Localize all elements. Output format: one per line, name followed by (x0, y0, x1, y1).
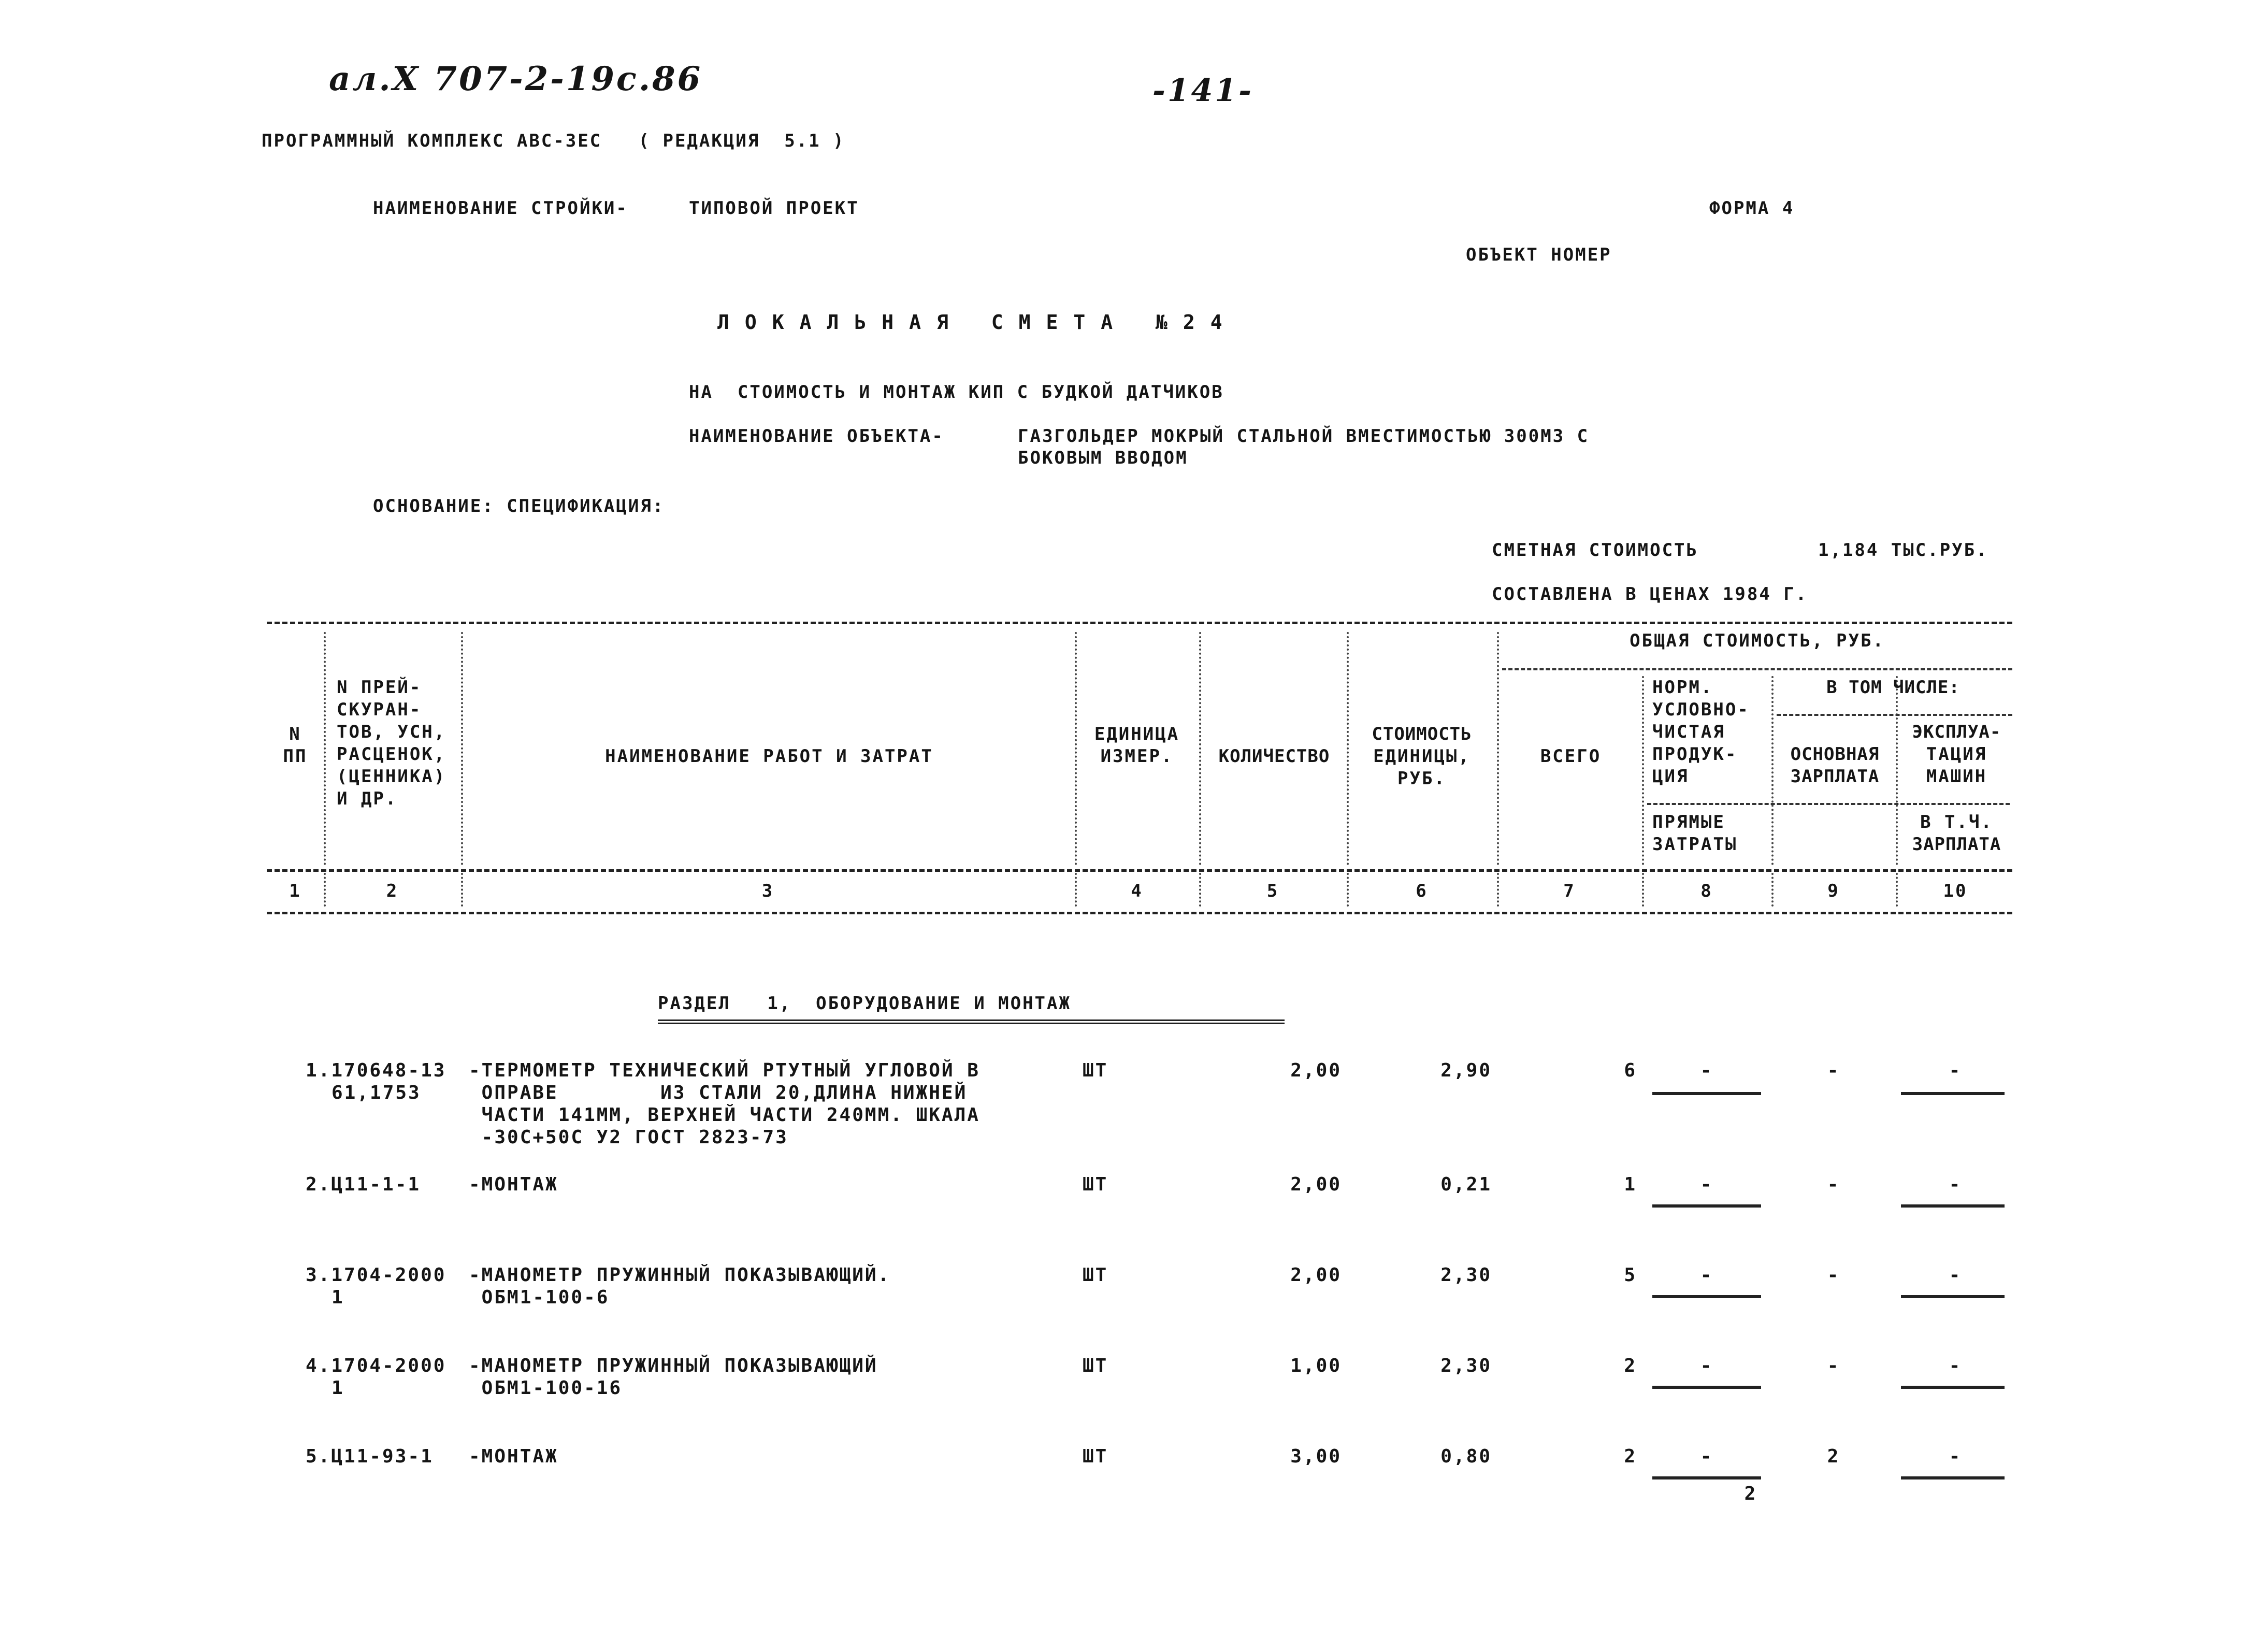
th-norm-line3: ЧИСТАЯ (1652, 722, 1725, 742)
row-norm-bar (1652, 1476, 1761, 1479)
row-name-line2: ОПРАВЕ ИЗ СТАЛИ 20,ДЛИНА НИЖНЕЙ (469, 1082, 968, 1103)
row-machines-value: - (1949, 1355, 1962, 1376)
row-norm-subvalue: 2 (1744, 1483, 1757, 1504)
th-n-line1: N (289, 724, 301, 744)
th-norm-line4: ПРОДУК- (1652, 744, 1738, 765)
estimated-cost-label: СМЕТНАЯ СТОИМОСТЬ (1492, 540, 1698, 561)
th-salary-line1: ОСНОВНАЯ (1790, 744, 1880, 765)
row-name-line4: -30С+50С У2 ГОСТ 2823-73 (469, 1127, 788, 1148)
row-machines-value: - (1949, 1174, 1962, 1195)
row-unit: ШТ (1083, 1265, 1108, 1286)
col-number-6: 6 (1416, 881, 1428, 901)
col-divider-7 (1642, 676, 1644, 865)
th-n-line2: ПП (283, 746, 308, 767)
row-norm-bar (1652, 1386, 1761, 1389)
estimate-subject: НА СТОИМОСТЬ И МОНТАЖ КИП С БУДКОЙ ДАТЧИКОВ (689, 382, 1224, 403)
subheader-rule (1647, 803, 2010, 805)
row-norm-bar (1652, 1295, 1761, 1298)
col-divider-9 (1896, 676, 1898, 865)
handwritten-album-stamp: ал.Ⅹ 707-2-19с.86 (329, 60, 703, 98)
th-direct-line2: ЗАТРАТЫ (1652, 834, 1738, 855)
num-divider-8 (1771, 873, 1774, 907)
row-machines-bar (1901, 1092, 2005, 1095)
th-incl-salary-line1: В Т.Ч. (1920, 812, 1993, 832)
object-value-line2: БОКОВЫМ ВВОДОМ (1018, 448, 1188, 468)
row-norm-value: - (1700, 1446, 1713, 1467)
row-total: 5 (1624, 1265, 1637, 1286)
row-total: 6 (1624, 1060, 1637, 1081)
th-unit-cost-line1: СТОИМОСТЬ (1372, 724, 1472, 744)
row-machines-value: - (1949, 1265, 1962, 1286)
th-unit-line2: ИЗМЕР. (1100, 746, 1174, 767)
row-unit-price: 0,21 (1440, 1174, 1492, 1195)
column-number-rule (267, 912, 2012, 914)
num-divider-2 (461, 873, 463, 907)
row-norm-value: - (1700, 1355, 1713, 1376)
col-number-9: 9 (1827, 881, 1840, 901)
col-number-7: 7 (1563, 881, 1576, 901)
section-underline (658, 1019, 1285, 1024)
col-number-4: 4 (1131, 881, 1143, 901)
th-salary-line2: ЗАРПЛАТА (1790, 766, 1880, 787)
document-title: ЛОКАЛЬНАЯ СМЕТА №24 (717, 311, 1238, 334)
num-divider-5 (1347, 873, 1349, 907)
col-divider-1 (324, 632, 326, 865)
num-divider-4 (1199, 873, 1201, 907)
col-divider-3 (1075, 632, 1077, 865)
row-total: 2 (1624, 1355, 1637, 1376)
row-code: 4.1704-2000 (306, 1355, 446, 1376)
row-total: 2 (1624, 1446, 1637, 1467)
th-unit-line1: ЕДИНИЦА (1094, 724, 1180, 744)
num-divider-6 (1497, 873, 1499, 907)
num-divider-1 (324, 873, 326, 907)
header-bottom-rule (267, 869, 2012, 872)
col-number-3: 3 (761, 881, 774, 901)
th-direct-line1: ПРЯМЫЕ (1652, 812, 1725, 832)
row-salary-value: 2 (1827, 1446, 1840, 1467)
row-quantity: 2,00 (1290, 1265, 1342, 1286)
col-divider-4 (1199, 632, 1201, 865)
program-line: ПРОГРАММНЫЙ КОМПЛЕКС АВС-3ЕС ( РЕДАКЦИЯ 5.1 ) (262, 131, 845, 151)
col-number-1: 1 (289, 881, 301, 901)
col-number-8: 8 (1700, 881, 1713, 901)
num-divider-7 (1642, 873, 1644, 907)
num-divider-9 (1896, 873, 1898, 907)
row-machines-bar (1901, 1476, 2005, 1479)
th-code-line3: ТОВ, УСН, (337, 722, 446, 742)
table-top-rule (267, 622, 2012, 624)
construction-label: НАИМЕНОВАНИЕ СТРОЙКИ- (373, 198, 628, 219)
row-unit: ШТ (1083, 1446, 1108, 1467)
th-work-name: НАИМЕНОВАНИЕ РАБОТ И ЗАТРАТ (605, 746, 933, 767)
row-norm-value: - (1700, 1174, 1713, 1195)
row-unit: ШТ (1083, 1174, 1108, 1195)
row-salary-value: - (1827, 1060, 1840, 1081)
th-code-line4: РАСЦЕНОК, (337, 744, 446, 765)
object-label: НАИМЕНОВАНИЕ ОБЪЕКТА- (689, 426, 944, 447)
row-code-sub: 61,1753 (331, 1082, 421, 1103)
th-machines-line1: ЭКСПЛУА- (1912, 722, 2001, 742)
row-norm-value: - (1700, 1265, 1713, 1286)
row-name-line1: -ТЕРМОМЕТР ТЕХНИЧЕСКИЙ РТУТНЫЙ УГЛОВОЙ В (469, 1060, 980, 1081)
col-divider-6 (1497, 632, 1499, 865)
row-machines-value: - (1949, 1060, 1962, 1081)
th-unit-cost-line2: ЕДИНИЦЫ, (1373, 746, 1471, 767)
row-quantity: 3,00 (1290, 1446, 1342, 1467)
form-label: ФОРМА 4 (1709, 198, 1795, 219)
th-code-line6: И ДР. (337, 788, 398, 809)
row-norm-value: - (1700, 1060, 1713, 1081)
row-norm-bar (1652, 1204, 1761, 1208)
th-including: В ТОМ ЧИСЛЕ: (1826, 677, 1960, 698)
th-quantity: КОЛИЧЕСТВО (1218, 746, 1330, 767)
th-norm-line1: НОРМ. (1652, 677, 1713, 698)
row-unit: ШТ (1083, 1060, 1108, 1081)
row-unit-price: 2,90 (1440, 1060, 1492, 1081)
object-number: ОБЪЕКТ НОМЕР (1466, 245, 1612, 265)
row-name-line3: ЧАСТИ 141ММ, ВЕРХНЕЙ ЧАСТИ 240ММ. ШКАЛА (469, 1104, 980, 1126)
col-number-10: 10 (1943, 881, 1968, 901)
row-code: 5.Ц11-93-1 (306, 1446, 434, 1467)
row-name-line2: ОБМ1-100-6 (469, 1287, 610, 1308)
th-machines-line2: ТАЦИЯ (1926, 744, 1987, 765)
row-quantity: 2,00 (1290, 1174, 1342, 1195)
basis-label: ОСНОВАНИЕ: СПЕЦИФИКАЦИЯ: (373, 496, 665, 516)
th-unit-cost-line3: РУБ. (1397, 768, 1446, 789)
row-salary-value: - (1827, 1174, 1840, 1195)
row-name-line1: -МАНОМЕТР ПРУЖИННЫЙ ПОКАЗЫВАЮЩИЙ (469, 1355, 878, 1376)
row-unit-price: 0,80 (1440, 1446, 1492, 1467)
row-salary-value: - (1827, 1355, 1840, 1376)
row-total: 1 (1624, 1174, 1637, 1195)
row-code: 3.1704-2000 (306, 1265, 446, 1286)
row-machines-bar (1901, 1204, 2005, 1208)
page-number: -141- (1152, 73, 1254, 109)
construction-value: ТИПОВОЙ ПРОЕКТ (689, 198, 859, 219)
th-code-line5: (ЦЕННИКА) (337, 766, 446, 787)
th-code-line1: N ПРЕЙ- (337, 677, 422, 698)
row-machines-value: - (1949, 1446, 1962, 1467)
object-value-line1: ГАЗГОЛЬДЕР МОКРЫЙ СТАЛЬНОЙ ВМЕСТИМОСТЬЮ 300М3 С (1018, 426, 1590, 447)
row-quantity: 1,00 (1290, 1355, 1342, 1376)
col-divider-2 (461, 632, 463, 865)
th-incl-salary-line2: ЗАРПЛАТА (1912, 834, 2001, 855)
row-unit-price: 2,30 (1440, 1355, 1492, 1376)
row-code: 1.170648-13 (306, 1060, 446, 1081)
section-title: РАЗДЕЛ 1, ОБОРУДОВАНИЕ И МОНТАЖ (658, 993, 1071, 1014)
num-divider-3 (1075, 873, 1077, 907)
row-code: 2.Ц11-1-1 (306, 1174, 421, 1195)
th-total-cost: ОБЩАЯ СТОИМОСТЬ, РУБ. (1630, 630, 1885, 651)
row-code-sub: 1 (331, 1377, 344, 1399)
row-machines-bar (1901, 1386, 2005, 1389)
col-divider-8 (1771, 676, 1774, 865)
total-header-rule (1502, 668, 2012, 670)
row-name-line1: -МОНТАЖ (469, 1446, 558, 1467)
prices-year: СОСТАВЛЕНА В ЦЕНАХ 1984 Г. (1492, 584, 1808, 605)
row-name-line1: -МАНОМЕТР ПРУЖИННЫЙ ПОКАЗЫВАЮЩИЙ. (469, 1265, 891, 1286)
row-machines-bar (1901, 1295, 2005, 1298)
row-code-sub: 1 (331, 1287, 344, 1308)
row-unit-price: 2,30 (1440, 1265, 1492, 1286)
row-name-line1: -МОНТАЖ (469, 1174, 558, 1195)
th-code-line2: СКУРАН- (337, 699, 422, 720)
col-number-2: 2 (386, 881, 399, 901)
th-machines-line3: МАШИН (1926, 766, 1987, 787)
col-number-5: 5 (1266, 881, 1279, 901)
th-total: ВСЕГО (1540, 746, 1602, 767)
estimated-cost-value: 1,184 ТЫС.РУБ. (1818, 540, 1988, 561)
th-norm-line5: ЦИЯ (1652, 766, 1689, 787)
row-unit: ШТ (1083, 1355, 1108, 1376)
row-norm-bar (1652, 1092, 1761, 1095)
incl-header-rule (1777, 714, 2012, 716)
row-quantity: 2,00 (1290, 1060, 1342, 1081)
col-divider-5 (1347, 632, 1349, 865)
row-salary-value: - (1827, 1265, 1840, 1286)
row-name-line2: ОБМ1-100-16 (469, 1377, 623, 1399)
th-norm-line2: УСЛОВНО- (1652, 699, 1750, 720)
